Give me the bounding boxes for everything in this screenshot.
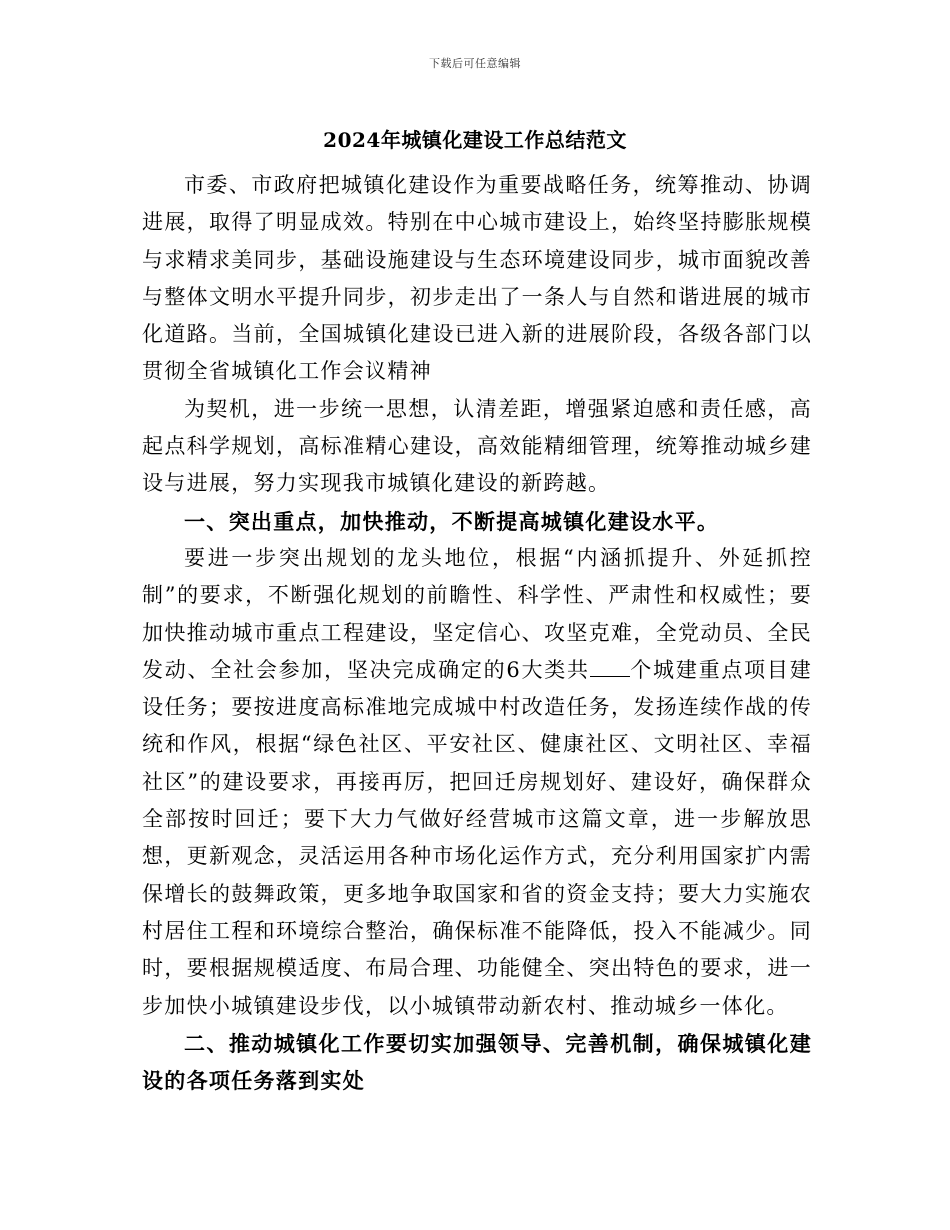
- paragraph-section-1-part-2: 个城建重点项目建设任务；要按进度高标准地完成城中村改造任务，发扬连续作战的传统和作风，根据“绿色社区、平安社区、健康社区、文明社区、幸福社区”的建设要求，再接再厉，把回迁房规划好、建设好，确保群众全部按时回迁；要下大力气做好经营城市这篇文章，进一步解放思想，更新观念，灵活运用各种市场化运作方式，充分利用国家扩内需保增长的鼓舞政策，更多地争取国家和省的资金支持；要大力实施农村居住工程和环境综合整治，确保标准不能降低，投入不能减少。同时，要根据规模适度、布局合理、功能健全、突出特色的要求，进一步加快小城镇建设步伐，以小城镇带动新农村、推动城乡一体化。: [142, 657, 812, 1018]
- paragraph-section-1-part-1: 要进一步突出规划的龙头地位，根据“内涵抓提升、外延抓控制”的要求，不断强化规划的前瞻性、科学性、严肃性和权威性；要加快推动城市重点工程建设，坚定信心、攻坚克难，全党动员、全民发动、全社会参加，坚决完成确定的6大类共: [142, 545, 812, 682]
- paragraph-continuation: 为契机，进一步统一思想，认清差距，增强紧迫感和责任感，高起点科学规划，高标准精心建设，高效能精细管理，统筹推动城乡建设与进展，努力实现我市城镇化建设的新跨越。: [142, 396, 812, 496]
- paragraph-section-1: [142, 540, 812, 1025]
- header-note: 下载后可任意编辑: [429, 57, 521, 70]
- section-heading-2: 二、推动城镇化工作要切实加强领导、完善机制，确保城镇化建设的各项任务落到实处: [142, 1030, 812, 1094]
- document-title: 2024年城镇化建设工作总结范文: [323, 128, 627, 152]
- document-body: [142, 167, 812, 1099]
- fill-in-blank: [590, 658, 630, 677]
- paragraph-intro: 市委、市政府把城镇化建设作为重要战略任务，统筹推动、协调进展，取得了明显成效。特别在中心城市建设上，始终坚持膨胀规模与求精求美同步，基础设施建设与生态环境建设同步，城市面貌改善与整体文明水平提升同步，初步走出了一条人与自然和谐进展的城市化道路。当前，全国城镇化建设已进入新的进展阶段，各级各部门以贯彻全省城镇化工作会议精神: [142, 173, 812, 384]
- section-heading-1: 一、突出重点，加快推动，不断提高城镇化建设水平。: [184, 508, 720, 534]
